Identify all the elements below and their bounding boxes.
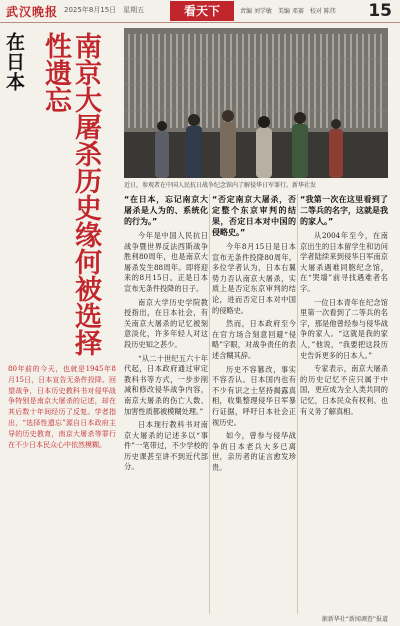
column-2-paragraph: 历史不容篡改，事实不容否认。日本国内也有不少有识之士坚持揭露真相，收集整理侵华日军暴行证据，呼吁日本社会正视历史。 — [212, 364, 296, 427]
article-column-2 — [212, 194, 296, 614]
photo-caption — [124, 180, 388, 190]
column-2-paragraph: 如今，曾参与侵华战争的日本老兵大多已离世，亲历者的证言愈发珍贵。 — [212, 431, 296, 472]
column-2-paragraph: 今年8月15日是日本宣布无条件投降80周年。多位学者认为，日本右翼势力否认南京大屠杀，实质上是否定东京审判的结论，进而否定日本对中国的侵略史。 — [212, 242, 296, 315]
masthead — [0, 0, 400, 23]
headline-kicker: 在日本 — [3, 32, 25, 92]
column-2-heading: “否定南京大屠杀，否定整个东京审判的结果，否定日本对中国的侵略史。” — [212, 195, 296, 237]
column-1-paragraph: “从二十世纪五六十年代起，日本政府通过审定教科书等方式，一步步削减和修改侵华战争内容，南京大屠杀的伤亡人数、加害性质都被模糊处理。” — [124, 353, 208, 416]
editor-credits: 责编 刘学敏 美编 邓赛 校对 陈伟 — [240, 8, 336, 15]
article-lead: 80年前的今天，也就是1945年8月15日，日本宣告无条件投降。回望战争，日本历史教科书对侵华战争特别是南京大屠杀的记述，却在其后数十年间经历了反复。学者指出，“选择性遗忘”源自日本政府主导的历史教育，南京大屠杀等罪行在不少日本民众心中依然模糊。 — [8, 365, 116, 449]
article-column-3 — [300, 194, 388, 614]
column-1-paragraph: 南京大学历史学院教授指出，在日本社会，有关南京大屠杀的记忆被刻意淡化，许多年轻人对这段历史知之甚少。 — [124, 297, 208, 349]
column-1-paragraph: 日本现行教科书对南京大屠杀的记述多以“事件”一笔带过，不少学校的历史课甚至讲不到近代部分。 — [124, 420, 208, 472]
column-3-paragraph: 专家表示，南京大屠杀的历史记忆不应只属于中国，更应成为全人类共同的记忆，日本民众有权利、也有义务了解真相。 — [300, 364, 388, 416]
memorial-wall-image — [124, 28, 388, 178]
column-3-heading: “我第一次在这里看到了二等兵的名字，这就是我的家人。” — [300, 195, 388, 226]
article-column-1 — [124, 194, 208, 614]
column-2-paragraph: 然而，日本政府至今在官方场合刻意回避“侵略”字眼，对战争责任的表述含糊其辞。 — [212, 319, 296, 360]
column-divider — [297, 194, 298, 614]
memorial-photo — [124, 28, 388, 178]
column-3-paragraph: 一位日本青年在纪念馆里第一次看到了二等兵的名字，那是他曾经参与侵华战争的家人。“这就是我的家人，”他说，“我要把这段历史告诉更多的日本人。” — [300, 297, 388, 360]
column-1-paragraph: 今年是中国人民抗日战争暨世界反法西斯战争胜利80周年，也是南京大屠杀发生88周年。即将迎来的8月15日，正是日本宣布无条件投降的日子。 — [124, 231, 208, 293]
column-3-paragraph: 从2004年至今，在南京出生的日本留学生和访问学者陆续来到侵华日军南京大屠杀遇难同胞纪念馆，在“哭墙”前寻找遇难者名字。 — [300, 231, 388, 293]
newspaper-logo: 武汉晚报 — [6, 5, 59, 19]
section-title: 看天下 — [170, 1, 234, 21]
column-1-heading: “在日本，忘记南京大屠杀是人为的、系统化的行为。” — [124, 195, 208, 226]
source-note: 据新华社“新闻调查”报道 — [321, 616, 388, 623]
column-divider — [209, 194, 210, 614]
issue-date: 2025年8月15日 星期五 — [64, 6, 145, 14]
headline: 南京大屠杀历史缘何被选择性遗忘 — [40, 32, 101, 356]
photo-caption-text: 近日，参观者在中国人民抗日战争纪念馆内了解侵华日军罪行。新华社发 — [124, 182, 317, 189]
page-number: 15 — [368, 1, 392, 21]
